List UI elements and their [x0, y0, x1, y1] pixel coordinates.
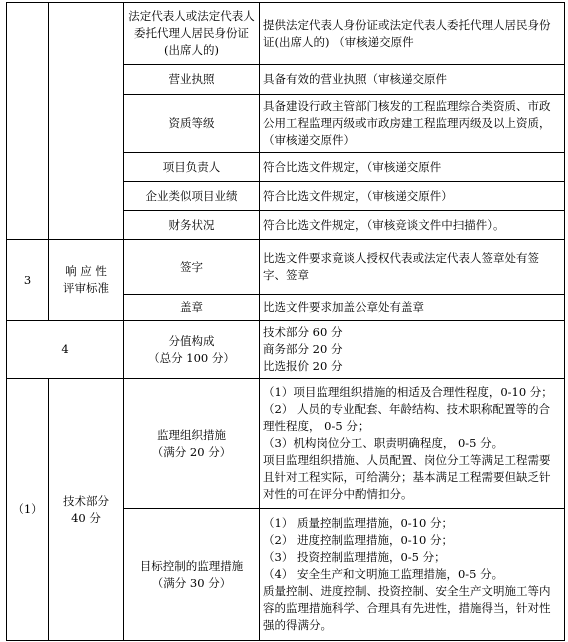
criterion-label: 企业类似项目业绩: [124, 182, 260, 211]
section-title: 响 应 性 评审标准: [49, 240, 124, 321]
criterion-content: （1）项目监理组织措施的相适及合理性程度，0-10 分； （2） 人员的专业配套、年龄结构、技术职称配置等的合理性程度， 0-5 分； （3）机构岗位分工、职责明确程度， 0-5 分。 项目监理组织措施、人员配置、岗位分工等满足工程需要且针对工程实际，可给满分；基本满足工程需要但缺乏针对性的可在评分中酌情扣分。: [260, 379, 565, 509]
criterion-content: 符合比选文件规定，（审核递交原件: [260, 153, 565, 182]
criterion-content: 具备建设行政主管部门核发的工程监理综合类资质、市政公用工程监理丙级或市政房建工程监理丙级及以上资质，（审核递交原件）: [260, 95, 565, 153]
criterion-label: 分值构成 （总分 100 分）: [124, 321, 260, 379]
section-number: 4: [7, 321, 124, 379]
table-row: [7, 379, 565, 509]
criterion-label: 营业执照: [124, 65, 260, 95]
criterion-content: 符合比选文件规定，（审核递交原件）: [260, 182, 565, 211]
criterion-label: 资质等级: [124, 95, 260, 153]
blank-category-cell: [49, 3, 124, 240]
criterion-label: 监理组织措施 （满分 20 分）: [124, 379, 260, 509]
section-number: 3: [7, 240, 49, 321]
table-row: [7, 321, 565, 379]
criterion-label: 签字: [124, 240, 260, 295]
criterion-content: 技术部分 60 分 商务部分 20 分 比选报价 20 分: [260, 321, 565, 379]
criterion-label: 盖章: [124, 295, 260, 321]
criterion-label: 目标控制的监理措施 （满分 30 分）: [124, 509, 260, 641]
table-row: [7, 240, 565, 295]
evaluation-criteria-table: [6, 2, 565, 641]
criterion-label: 财务状况: [124, 211, 260, 240]
section-number: （1）: [7, 379, 49, 641]
criterion-label: 项目负责人: [124, 153, 260, 182]
criterion-content: 具备有效的营业执照（审核递交原件: [260, 65, 565, 95]
blank-number-cell: [7, 3, 49, 240]
criterion-content: 比选文件要求竟谈人授权代表或法定代表人签章处有签字、签章: [260, 240, 565, 295]
criterion-content: （1） 质量控制监理措施，0-10 分； （2） 进度控制监理措施，0-10 分； （3） 投资控制监理措施，0-5 分； （4） 安全生产和文明施工监理措施，0-5 分。 质量控制、进度控制、投资控制、安全生产文明施工等内容的监理措施科学、合理具有先进性，措施得当，针对性强的得满分。: [260, 509, 565, 641]
table-row: [7, 3, 565, 65]
section-title: 技术部分 40 分: [49, 379, 124, 641]
criterion-content: 比选文件要求加盖公章处有盖章: [260, 295, 565, 321]
criterion-content: 提供法定代表人身份证或法定代表人委托代理人居民身份证(出席人的) （审核递交原件: [260, 3, 565, 65]
criterion-content: 符合比选文件规定，（审核竞谈文件中扫描件）。: [260, 211, 565, 240]
criterion-label: 法定代表人或法定代表人委托代理人居民身份证 (出席人的): [124, 3, 260, 65]
